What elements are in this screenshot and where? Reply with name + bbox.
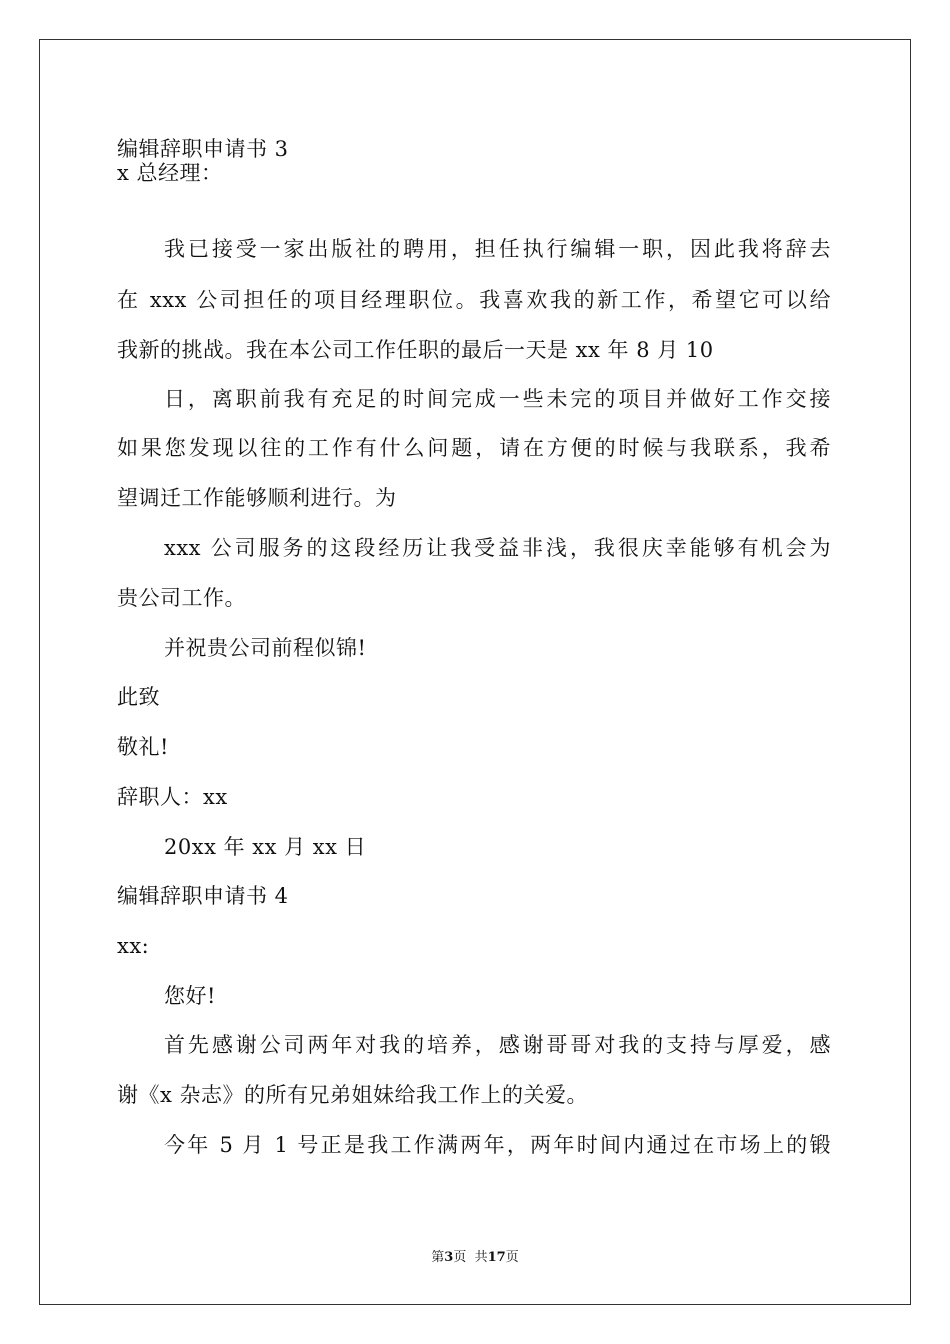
signature-line: 辞职人：xx (117, 785, 228, 809)
body-line: 如果您发现以往的工作有什么问题，请在方便的时候与我联系，我希 (117, 436, 831, 460)
footer-suffix: 页 (505, 1250, 519, 1265)
section-title-4: 编辑辞职申请书 4 (117, 884, 289, 908)
page-footer (0, 1250, 950, 1266)
closing-line: 此致 (117, 685, 160, 709)
closing-line: 敬礼! (117, 735, 169, 759)
body-line: xxx 公司服务的这段经历让我受益非浅，我很庆幸能够有机会为 (164, 536, 831, 560)
salutation-line: x 总经理： (117, 161, 223, 185)
page-border (39, 39, 911, 1305)
greeting-line: 您好! (164, 984, 216, 1008)
footer-prefix: 第 (431, 1250, 445, 1265)
body-line: 谢《x 杂志》的所有兄弟姐妹给我工作上的关爱。 (117, 1083, 589, 1107)
body-line: 在 xxx 公司担任的项目经理职位。我喜欢我的新工作，希望它可以给 (117, 288, 831, 312)
body-line: 贵公司工作。 (117, 586, 246, 610)
body-line: 我新的挑战。我在本公司工作任职的最后一天是 xx 年 8 月 10 (117, 338, 714, 362)
footer-mid: 页 共 (453, 1250, 488, 1265)
footer-total-pages: 17 (487, 1250, 506, 1265)
salutation-line: xx: (117, 934, 150, 958)
body-line: 首先感谢公司两年对我的培养，感谢哥哥对我的支持与厚爱，感 (164, 1033, 831, 1057)
date-line: 20xx 年 xx 月 xx 日 (164, 835, 367, 859)
footer-page-number: 3 (444, 1250, 454, 1265)
section-title-3: 编辑辞职申请书 3 (117, 137, 289, 161)
body-line: 我已接受一家出版社的聘用，担任执行编辑一职，因此我将辞去 (164, 237, 831, 261)
body-line: 日，离职前我有充足的时间完成一些未完的项目并做好工作交接 (164, 387, 831, 411)
body-line: 望调迁工作能够顺利进行。为 (117, 486, 397, 510)
body-line: 今年 5 月 1 号正是我工作满两年，两年时间内通过在市场上的锻 (164, 1133, 831, 1157)
body-line: 并祝贵公司前程似锦! (164, 636, 367, 660)
